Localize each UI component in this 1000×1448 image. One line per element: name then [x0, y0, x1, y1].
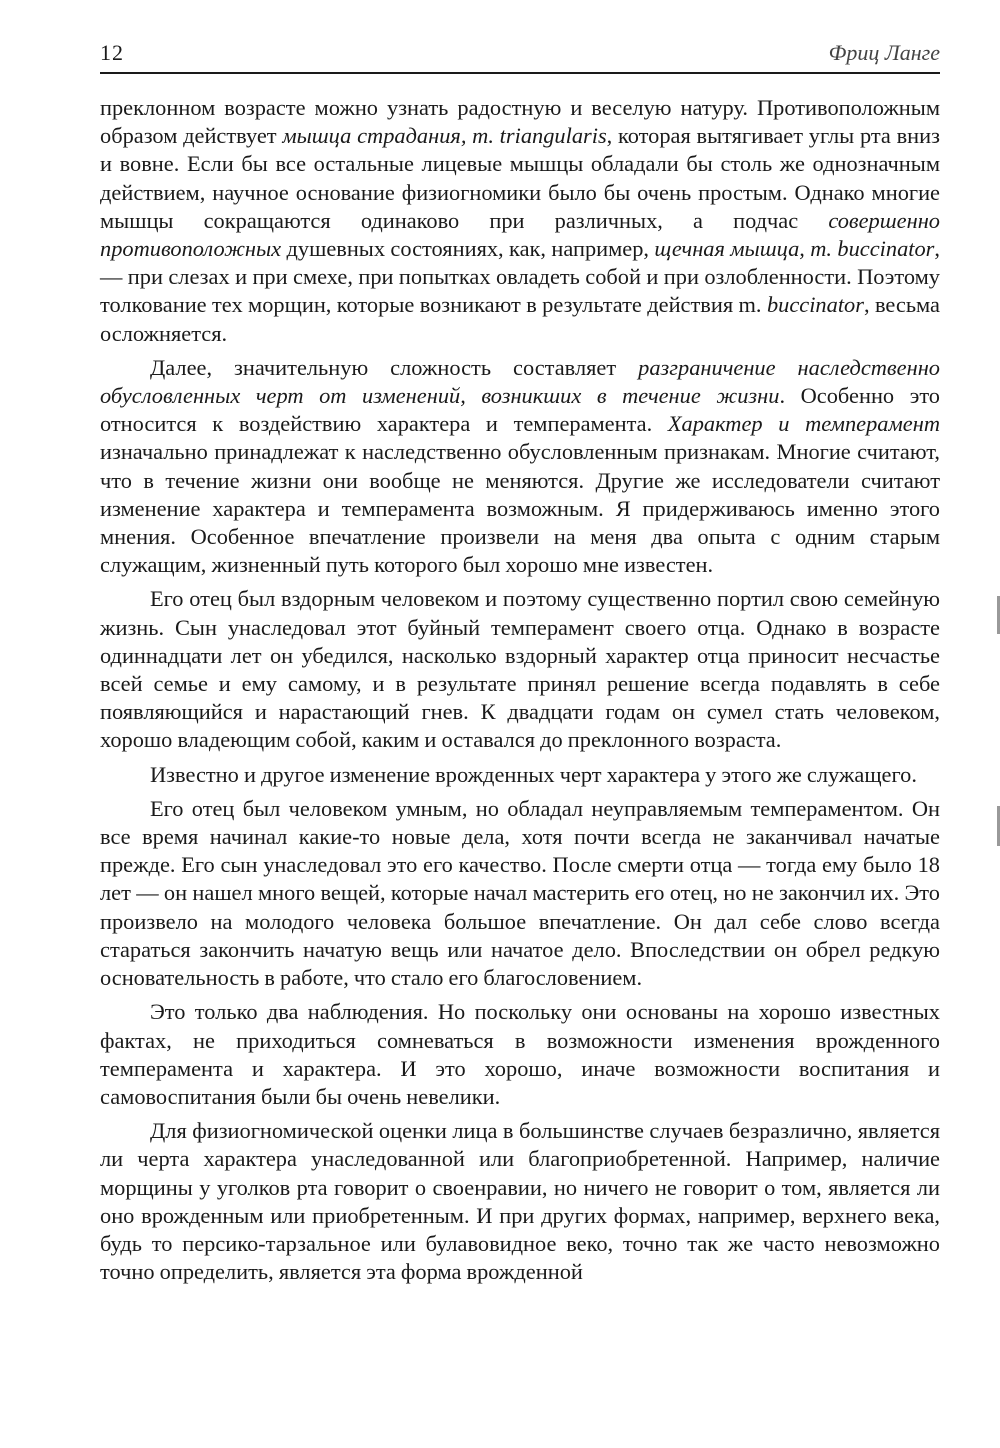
text-run: Его отец был вздорным человеком и поэтому существенно портил свою семейную жизнь. Сын унаследовал этот буйный темперамент своего отца. Однако в возрасте одиннадцати лет он убедился, насколько вздорный характер отца приносит несчастье всей семье и ему самому, и в результате принял решение всегда подавлять в себе появляющийся и нарастающий гнев. К двадцати годам он сумел стать человеком, хорошо владеющим собой, каким и оставался до преклонного возраста. [100, 586, 940, 753]
italic-run: щечная мышца, m. buccinator [654, 236, 935, 262]
text-run: Далее, значительную сложность составляет [150, 354, 639, 380]
page-number: 12 [100, 40, 124, 65]
text-run: преклонном возрасте можно узнать радостную и веселую натуру. Противоположным образом действует [100, 95, 940, 149]
italic-run: Характер и темперамент [667, 411, 940, 437]
text-run: , которая вытягивает углы рта вниз и вовне. Если бы все остальные лицевые мышцы обладали бы столь же однозначным действием, научное основание физиогномики было бы очень простым. Однако многие мышцы сокращаются одинаково при различных, а подчас [100, 123, 940, 233]
text-run: , весьма осложняется. [100, 292, 940, 346]
page-header [100, 40, 940, 70]
paragraph [100, 1117, 940, 1286]
text-run: Известно и другое изменение врожденных черт характера у этого же служащего. [150, 761, 917, 787]
text-run: Его отец был человеком умным, но обладал неуправляемым темпераментом. Он все время начинал какие-то новые дела, хотя почти всегда не заканчивал начатые прежде. Его сын унаследовал это его качество. После смерти отца — тогда ему было 18 лет — он нашел много вещей, которые начал мастерить его отец, но не закончил их. Это произвело на молодого человека большое впечатление. Он дал себе слово всегда стараться закончить начатую вещь или начатое дело. Впоследствии он обрел редкую основательность в работе, что стало его благословением. [100, 795, 940, 991]
italic-run: buccinator [766, 292, 864, 318]
italic-run: совершенно противоположных [100, 207, 940, 262]
paragraph [100, 998, 940, 1111]
paragraph [100, 94, 940, 348]
paragraph [100, 795, 940, 992]
text-run: Это только два наблюдения. Но поскольку они основаны на хорошо известных фактах, не приходиться сомневаться в возможности изменения врожденного темперамента и характера. И это хорошо, иначе возможности воспитания и самовоспитания были бы очень невелики. [100, 999, 940, 1109]
text-run: Для физиогномической оценки лица в большинстве случаев безразлично, является ли черта характера унаследованной или благоприобретенной. Например, наличие морщины у уголков рта говорит о своенравии, но ничего не говорит о том, является ли оно врожденным или приобретенным. И при других формах, например, верхнего века, будь то персико-тарзальное или булавовидное веко, точно так же часто невозможно точно определить, является эта форма врожденной [100, 1118, 940, 1285]
italic-run: мышца страдания, m. triangularis [282, 123, 607, 149]
text-run: изначально принадлежат к наследственно обусловленным признакам. Многие считают, что в течение жизни они вообще не меняются. Другие же исследователи считают изменение характера и темперамента возможным. Я придерживаюсь именно этого мнения. Особенное впечатление произвели на меня два опыта с одним старым служащим, жизненный путь которого был хорошо мне известен. [100, 439, 940, 578]
paragraph [100, 761, 940, 789]
italic-run: разграничение наследственно обусловленных черт от изменений, возникших в течение жизни [100, 354, 940, 409]
paragraph [100, 354, 940, 580]
header-rule [100, 72, 940, 74]
body-text [100, 94, 940, 1292]
text-run: душевных состояниях, как, например, [281, 236, 655, 262]
text-run: , — при слезах и при смехе, при попытках овладеть собой и при озлобленности. Поэтому толкование тех морщин, которые возникают в результате действия m. [100, 236, 940, 318]
text-run: . Особенно это относится к воздействию характера и темперамента. [100, 383, 941, 437]
paragraph [100, 585, 940, 754]
running-title: Фриц Ланге [828, 40, 940, 65]
